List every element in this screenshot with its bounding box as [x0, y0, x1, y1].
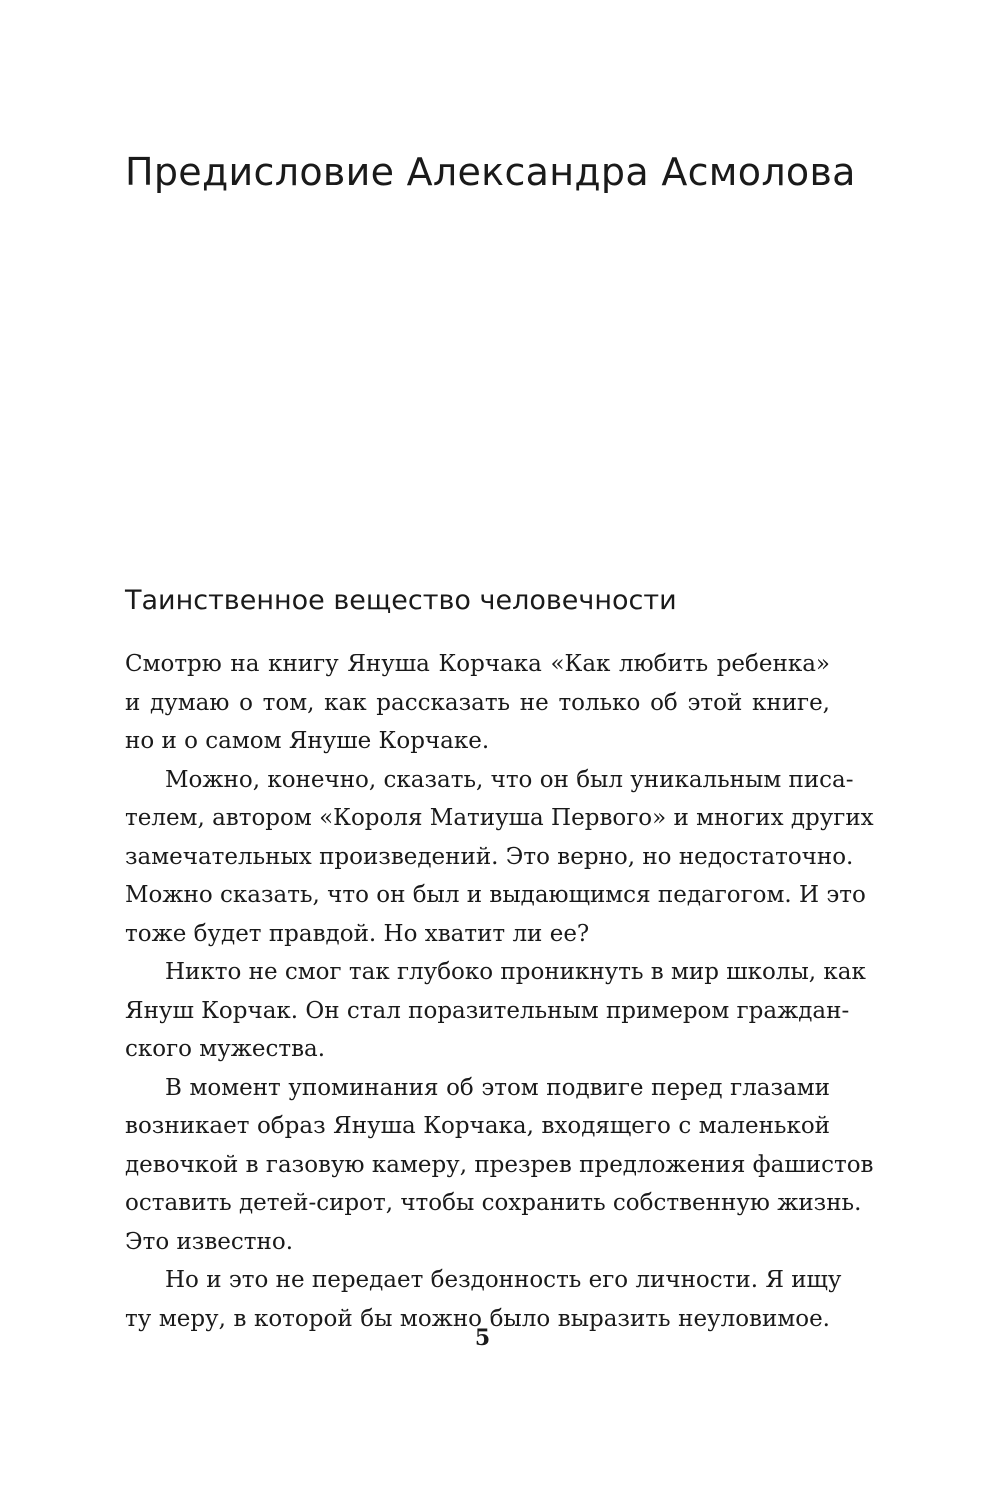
- text-line: телем, автором «Короля Матиуша Первого» и многих других: [125, 805, 874, 831]
- text-line: Но и это не передает бездонность его личности. Я ищу: [165, 1267, 842, 1293]
- text-line: но и о самом Януше Корчаке.: [125, 728, 490, 754]
- text-line: Смотрю на книгу Януша Корчака «Как любить ребенка»: [125, 651, 830, 677]
- text-line: и думаю о том, как рассказать не только об этой книге,: [125, 689, 830, 716]
- text-line: девочкой в газовую камеру, презрев предложения фашистов: [125, 1151, 874, 1178]
- section-title: Таинственное вещество человечности: [125, 585, 677, 616]
- text-line: Можно сказать, что он был и выдающимся педагогом. И это: [125, 882, 866, 908]
- text-line: В момент упоминания об этом подвиге перед глазами: [165, 1074, 830, 1101]
- page-number: 5: [474, 1325, 491, 1351]
- text-line: тоже будет правдой. Но хватит ли ее?: [125, 920, 590, 947]
- body-text: [125, 645, 874, 1338]
- text-line: ского мужества.: [125, 1036, 326, 1062]
- text-line: Это известно.: [125, 1228, 294, 1255]
- text-line: Никто не смог так глубоко проникнуть в мир школы, как: [165, 959, 866, 985]
- text-line: Можно, конечно, сказать, что он был уникальным писа-: [165, 766, 854, 793]
- text-line: оставить детей-сирот, чтобы сохранить собственную жизнь.: [125, 1190, 862, 1216]
- text-line: замечательных произведений. Это верно, но недостаточно.: [125, 843, 854, 870]
- text-line: ту меру, в которой бы можно было выразить неуловимое.: [125, 1305, 830, 1332]
- chapter-title: Предисловие Александра Асмолова: [125, 150, 856, 194]
- text-line: Януш Корчак. Он стал поразительным примером граждан-: [125, 997, 850, 1024]
- text-line: возникает образ Януша Корчака, входящего с маленькой: [125, 1113, 830, 1139]
